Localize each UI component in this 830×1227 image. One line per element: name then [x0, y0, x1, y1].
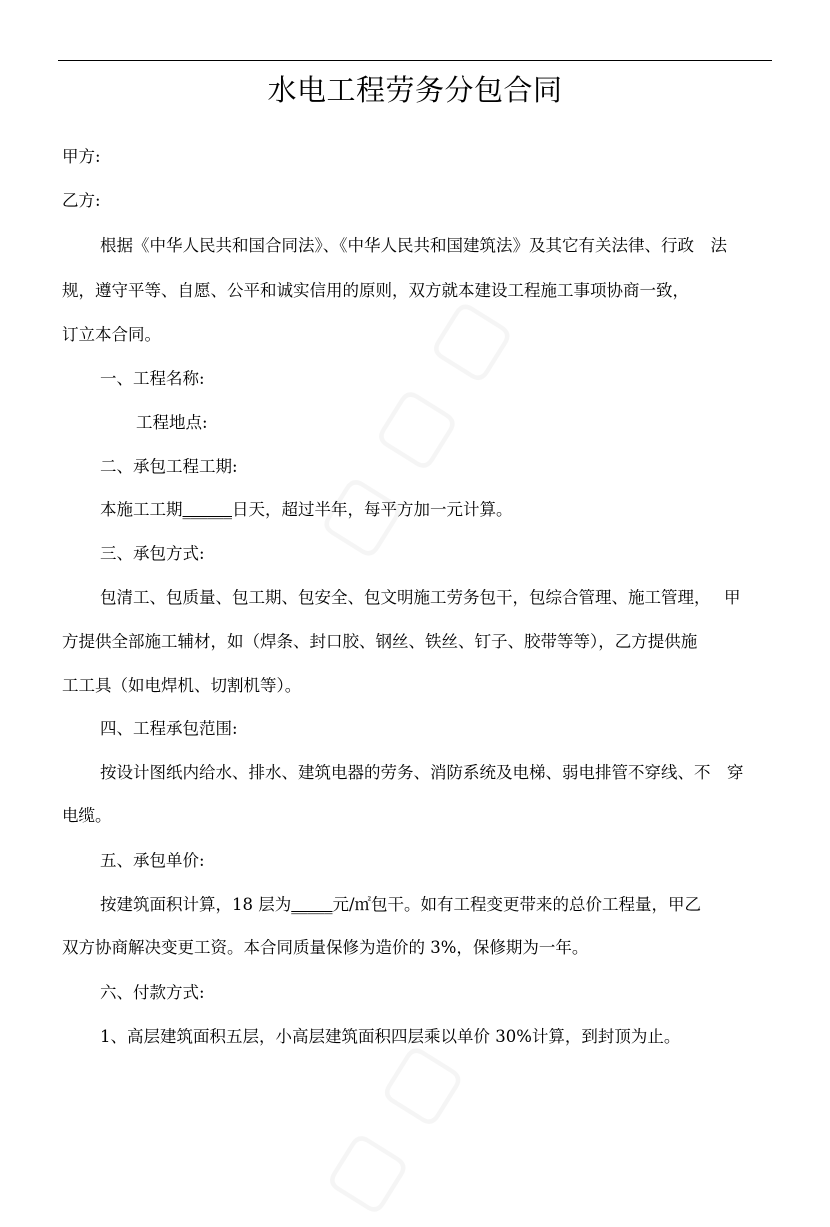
watermark [303, 1026, 477, 1227]
payment-item-1: 1、高层建筑面积五层，小高层建筑面积四层乘以单价 30%计算，到封顶为止。 [100, 1027, 681, 1046]
document-title: 水电工程劳务分包合同 [267, 73, 563, 107]
contract-method-line-1: 包清工、包质量、包工期、包安全、包文明施工劳务包干，包综合管理、施工管理， 甲 [100, 588, 741, 607]
header-rule [58, 60, 772, 61]
project-location-label: 工程地点: [136, 413, 208, 432]
unit-price-text-a: 按建筑面积计算，18 层为 [100, 895, 292, 914]
unit-price-text-b: 元/㎡包干。如有工程变更带来的总价工程量，甲乙 [332, 895, 702, 914]
scope-line-1: 按设计图纸内给水、排水、建筑电器的劳务、消防系统及电梯、弱电排管不穿线、不 穿 [100, 763, 744, 782]
contract-method-line-2: 方提供全部施工辅材，如（焊条、封口胶、钢丝、铁丝、钉子、胶带等等），乙方提供施 [62, 632, 698, 651]
section-5-title: 五、承包单价: [100, 851, 205, 870]
unit-price-line-1 [100, 895, 701, 915]
duration-text-b: 日天，超过半年，每平方加一元计算。 [232, 500, 513, 519]
unit-price-line-2: 双方协商解决变更工资。本合同质量保修为造价的 3%，保修期为一年。 [62, 938, 589, 957]
section-1-title: 一、工程名称: [100, 369, 205, 388]
party-a-label: 甲方: [62, 147, 101, 166]
party-b-label: 乙方: [62, 191, 101, 210]
intro-line-2: 规，遵守平等、自愿、公平和诚实信用的原则，双方就本建设工程施工事项协商一致， [62, 281, 689, 300]
section-3-title: 三、承包方式: [100, 544, 205, 563]
section-6-title: 六、付款方式: [100, 983, 205, 1002]
section-4-title: 四、工程承包范围: [100, 719, 238, 738]
section-2-title: 二、承包工程工期: [100, 457, 238, 476]
watermark [297, 282, 526, 571]
intro-line-3: 订立本合同。 [62, 325, 161, 344]
duration-blank: ______ [182, 500, 232, 519]
unit-price-blank: _____ [291, 895, 333, 914]
duration-text-a: 本施工工期 [100, 500, 183, 519]
intro-line-1: 根据《中华人民共和国合同法》、《中华人民共和国建筑法》及其它有关法律、行政 法 [100, 236, 727, 255]
duration-clause [100, 500, 513, 520]
scope-line-2: 电缆。 [62, 806, 112, 825]
contract-method-line-3: 工工具（如电焊机、切割机等）。 [62, 676, 302, 695]
